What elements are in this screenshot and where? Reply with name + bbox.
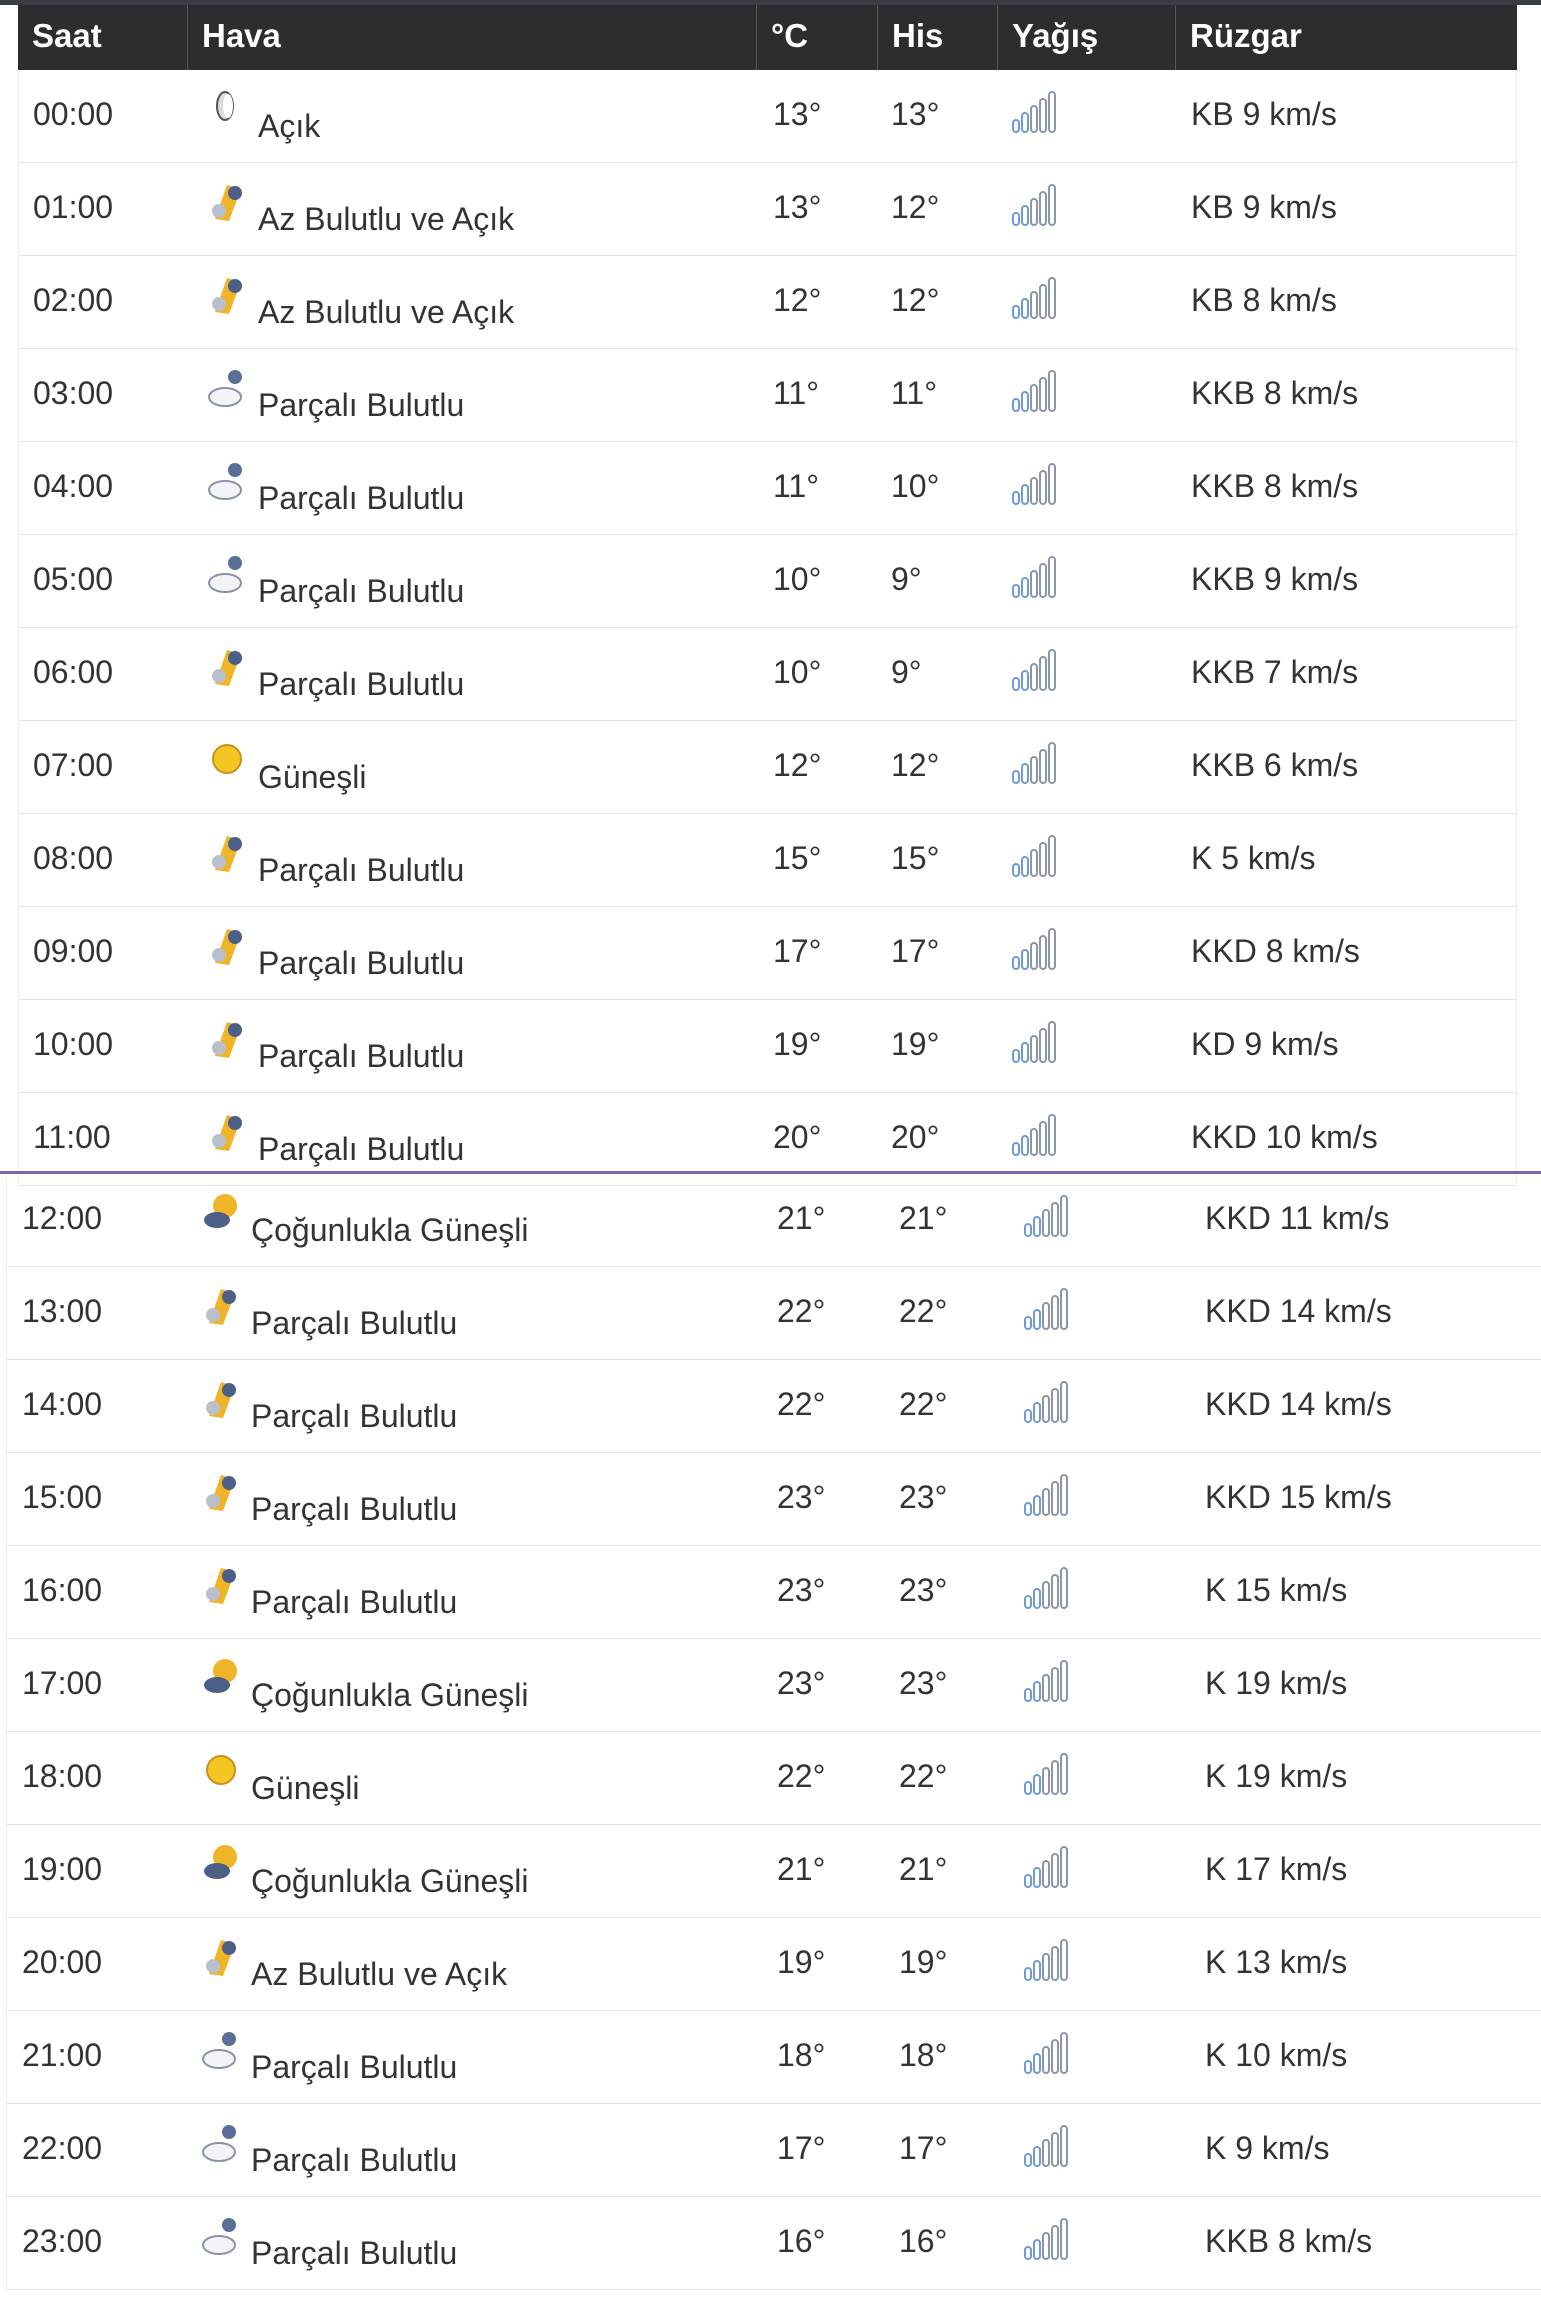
table-row (7, 1546, 1541, 1639)
row-weather: Çoğunlukla Güneşli (251, 1677, 529, 1713)
row-time: 11:00 (33, 1119, 111, 1155)
cloud-icon (201, 2120, 241, 2166)
row-temp: 12° (773, 282, 822, 318)
mostly-sunny-icon (201, 1655, 241, 1701)
row-time: 17:00 (22, 1665, 103, 1701)
forecast-table-part-1 (18, 70, 1517, 1186)
row-time: 07:00 (33, 747, 114, 783)
table-row (19, 163, 1516, 256)
row-temp: 22° (777, 1293, 826, 1329)
cloud-icon (201, 2213, 241, 2259)
row-temp: 19° (777, 1944, 826, 1980)
row-weather: Az Bulutlu ve Açık (258, 201, 515, 237)
table-header (18, 5, 1517, 70)
table-row (19, 907, 1516, 1000)
precipitation-icon (1023, 2031, 1071, 2075)
row-time: 16:00 (22, 1572, 103, 1608)
table-row (19, 1000, 1516, 1093)
row-feels: 22° (899, 1293, 948, 1329)
row-wind: KKB 8 km/s (1191, 375, 1359, 411)
row-feels: 21° (899, 1851, 948, 1887)
row-weather: Parçalı Bulutlu (258, 387, 465, 423)
row-time: 03:00 (33, 375, 114, 411)
row-feels: 9° (891, 654, 922, 690)
sun-icon (207, 737, 247, 783)
cloud-icon (207, 365, 247, 411)
row-time: 23:00 (22, 2223, 103, 2259)
table-row (19, 256, 1516, 349)
row-wind: KKB 9 km/s (1191, 561, 1359, 597)
row-temp: 10° (773, 654, 822, 690)
row-time: 22:00 (22, 2130, 103, 2166)
row-time: 09:00 (33, 933, 114, 969)
table-row (7, 2104, 1541, 2197)
row-temp: 23° (777, 1665, 826, 1701)
row-weather: Parçalı Bulutlu (258, 852, 465, 888)
precipitation-icon (1023, 1938, 1071, 1982)
row-wind: KKB 7 km/s (1191, 654, 1359, 690)
row-wind: K 15 km/s (1205, 1572, 1348, 1608)
row-temp: 17° (773, 933, 822, 969)
table-row (7, 1732, 1541, 1825)
row-temp: 12° (773, 747, 822, 783)
precipitation-icon (1023, 1380, 1071, 1424)
row-wind: K 13 km/s (1205, 1944, 1348, 1980)
header-yagis: Yağış (998, 5, 1176, 70)
row-feels: 12° (891, 282, 940, 318)
row-feels: 23° (899, 1665, 948, 1701)
row-temp: 11° (773, 468, 820, 504)
row-time: 15:00 (22, 1479, 103, 1515)
row-feels: 19° (899, 1944, 948, 1980)
table-row (19, 535, 1516, 628)
table-row (7, 1453, 1541, 1546)
row-wind: KD 9 km/s (1191, 1026, 1339, 1062)
precipitation-icon (1011, 741, 1059, 785)
row-weather: Parçalı Bulutlu (258, 480, 465, 516)
table-row (19, 70, 1516, 163)
row-wind: KKD 11 km/s (1205, 1200, 1390, 1236)
row-feels: 22° (899, 1386, 948, 1422)
table-row (7, 1174, 1541, 1267)
precipitation-icon (1011, 648, 1059, 692)
cloud-icon (207, 551, 247, 597)
row-temp: 13° (773, 189, 822, 225)
row-feels: 11° (891, 375, 938, 411)
row-temp: 20° (773, 1119, 822, 1155)
partly-cloudy-icon (207, 830, 247, 876)
row-time: 01:00 (33, 189, 114, 225)
row-weather: Parçalı Bulutlu (258, 945, 465, 981)
precipitation-icon (1023, 1659, 1071, 1703)
row-time: 06:00 (33, 654, 114, 690)
row-time: 02:00 (33, 282, 114, 318)
table-row (19, 814, 1516, 907)
row-temp: 15° (773, 840, 822, 876)
partly-cloudy-icon (201, 1934, 241, 1980)
row-weather: Parçalı Bulutlu (251, 1305, 458, 1341)
moon-icon (207, 86, 247, 132)
row-wind: KKB 6 km/s (1191, 747, 1359, 783)
precipitation-icon (1023, 2217, 1071, 2261)
precipitation-icon (1023, 1752, 1071, 1796)
row-weather: Parçalı Bulutlu (258, 1131, 465, 1167)
row-feels: 23° (899, 1572, 948, 1608)
row-weather: Çoğunlukla Güneşli (251, 1863, 529, 1899)
precipitation-icon (1023, 1566, 1071, 1610)
row-time: 19:00 (22, 1851, 103, 1887)
row-wind: KB 9 km/s (1191, 189, 1337, 225)
table-row (7, 1918, 1541, 2011)
row-temp: 23° (777, 1479, 826, 1515)
row-weather: Parçalı Bulutlu (251, 1398, 458, 1434)
row-weather: Parçalı Bulutlu (258, 666, 465, 702)
precipitation-icon (1023, 2124, 1071, 2168)
row-temp: 19° (773, 1026, 822, 1062)
row-time: 13:00 (22, 1293, 103, 1329)
table-row (7, 2197, 1541, 2290)
table-row (19, 721, 1516, 814)
row-weather: Parçalı Bulutlu (251, 1491, 458, 1527)
row-weather: Parçalı Bulutlu (251, 1584, 458, 1620)
row-feels: 12° (891, 189, 940, 225)
row-wind: KKB 8 km/s (1205, 2223, 1373, 2259)
row-wind: KKD 14 km/s (1205, 1386, 1392, 1422)
header-temp: °C (757, 5, 878, 70)
row-weather: Parçalı Bulutlu (251, 2142, 458, 2178)
partly-cloudy-icon (207, 1109, 247, 1155)
row-weather: Güneşli (258, 759, 367, 795)
row-feels: 19° (891, 1026, 940, 1062)
row-time: 00:00 (33, 96, 114, 132)
table-row (7, 1639, 1541, 1732)
cloud-icon (207, 458, 247, 504)
row-feels: 18° (899, 2037, 948, 2073)
header-his: His (878, 5, 998, 70)
table-row (19, 349, 1516, 442)
partly-cloudy-icon (201, 1562, 241, 1608)
row-weather: Az Bulutlu ve Açık (258, 294, 515, 330)
precipitation-icon (1011, 555, 1059, 599)
row-time: 12:00 (22, 1200, 103, 1236)
row-wind: KKD 8 km/s (1191, 933, 1360, 969)
precipitation-icon (1011, 927, 1059, 971)
row-time: 04:00 (33, 468, 114, 504)
row-feels: 21° (899, 1200, 948, 1236)
precipitation-icon (1023, 1473, 1071, 1517)
precipitation-icon (1023, 1845, 1071, 1889)
row-weather: Çoğunlukla Güneşli (251, 1212, 529, 1248)
partly-cloudy-icon (201, 1283, 241, 1329)
row-wind: KKD 14 km/s (1205, 1293, 1392, 1329)
header-hava: Hava (188, 5, 757, 70)
row-time: 14:00 (22, 1386, 103, 1422)
row-temp: 17° (777, 2130, 826, 2166)
partly-cloudy-icon (201, 1376, 241, 1422)
row-wind: KB 8 km/s (1191, 282, 1337, 318)
row-wind: KKB 8 km/s (1191, 468, 1359, 504)
row-wind: K 5 km/s (1191, 840, 1316, 876)
row-weather: Açık (258, 108, 321, 144)
precipitation-icon (1011, 369, 1059, 413)
precipitation-icon (1011, 1113, 1059, 1157)
precipitation-icon (1023, 1287, 1071, 1331)
row-weather: Parçalı Bulutlu (251, 2235, 458, 2271)
row-time: 10:00 (33, 1026, 114, 1062)
row-weather: Parçalı Bulutlu (251, 2049, 458, 2085)
table-row (7, 1825, 1541, 1918)
row-feels: 20° (891, 1119, 940, 1155)
row-weather: Parçalı Bulutlu (258, 573, 465, 609)
row-feels: 17° (899, 2130, 948, 2166)
row-temp: 18° (777, 2037, 826, 2073)
row-weather: Az Bulutlu ve Açık (251, 1956, 508, 1992)
row-temp: 21° (777, 1851, 826, 1887)
row-feels: 16° (899, 2223, 948, 2259)
partly-cloudy-icon (207, 1016, 247, 1062)
row-wind: KKD 10 km/s (1191, 1119, 1378, 1155)
row-time: 21:00 (22, 2037, 103, 2073)
row-feels: 17° (891, 933, 940, 969)
partly-cloudy-icon (207, 272, 247, 318)
precipitation-icon (1011, 276, 1059, 320)
row-temp: 22° (777, 1758, 826, 1794)
row-temp: 23° (777, 1572, 826, 1608)
row-temp: 16° (777, 2223, 826, 2259)
row-temp: 22° (777, 1386, 826, 1422)
row-time: 18:00 (22, 1758, 103, 1794)
row-feels: 22° (899, 1758, 948, 1794)
row-wind: K 19 km/s (1205, 1758, 1348, 1794)
partly-cloudy-icon (207, 923, 247, 969)
row-temp: 11° (773, 375, 820, 411)
row-wind: K 19 km/s (1205, 1665, 1348, 1701)
precipitation-icon (1023, 1194, 1071, 1238)
row-temp: 13° (773, 96, 822, 132)
row-weather: Parçalı Bulutlu (258, 1038, 465, 1074)
row-time: 20:00 (22, 1944, 103, 1980)
sun-icon (201, 1748, 241, 1794)
row-weather: Güneşli (251, 1770, 360, 1806)
row-wind: K 17 km/s (1205, 1851, 1348, 1887)
mostly-sunny-icon (201, 1841, 241, 1887)
row-time: 08:00 (33, 840, 114, 876)
row-feels: 13° (891, 96, 940, 132)
header-ruzgar: Rüzgar (1190, 17, 1302, 54)
row-time: 05:00 (33, 561, 114, 597)
row-wind: K 9 km/s (1205, 2130, 1330, 2166)
row-feels: 12° (891, 747, 940, 783)
row-feels: 23° (899, 1479, 948, 1515)
precipitation-icon (1011, 90, 1059, 134)
table-row (7, 1360, 1541, 1453)
precipitation-icon (1011, 1020, 1059, 1064)
row-wind: KB 9 km/s (1191, 96, 1337, 132)
row-feels: 15° (891, 840, 940, 876)
row-temp: 21° (777, 1200, 826, 1236)
table-row (7, 1267, 1541, 1360)
partly-cloudy-icon (201, 1469, 241, 1515)
mostly-sunny-icon (201, 1190, 241, 1236)
cloud-icon (201, 2027, 241, 2073)
forecast-table-part-2 (6, 1174, 1541, 2290)
partly-cloudy-icon (207, 179, 247, 225)
precipitation-icon (1011, 183, 1059, 227)
table-row (7, 2011, 1541, 2104)
row-temp: 10° (773, 561, 822, 597)
precipitation-icon (1011, 462, 1059, 506)
precipitation-icon (1011, 834, 1059, 878)
header-saat: Saat (18, 5, 188, 70)
row-wind: K 10 km/s (1205, 2037, 1348, 2073)
table-row (19, 628, 1516, 721)
partly-cloudy-icon (207, 644, 247, 690)
row-feels: 10° (891, 468, 940, 504)
table-row (19, 442, 1516, 535)
row-wind: KKD 15 km/s (1205, 1479, 1392, 1515)
row-feels: 9° (891, 561, 922, 597)
